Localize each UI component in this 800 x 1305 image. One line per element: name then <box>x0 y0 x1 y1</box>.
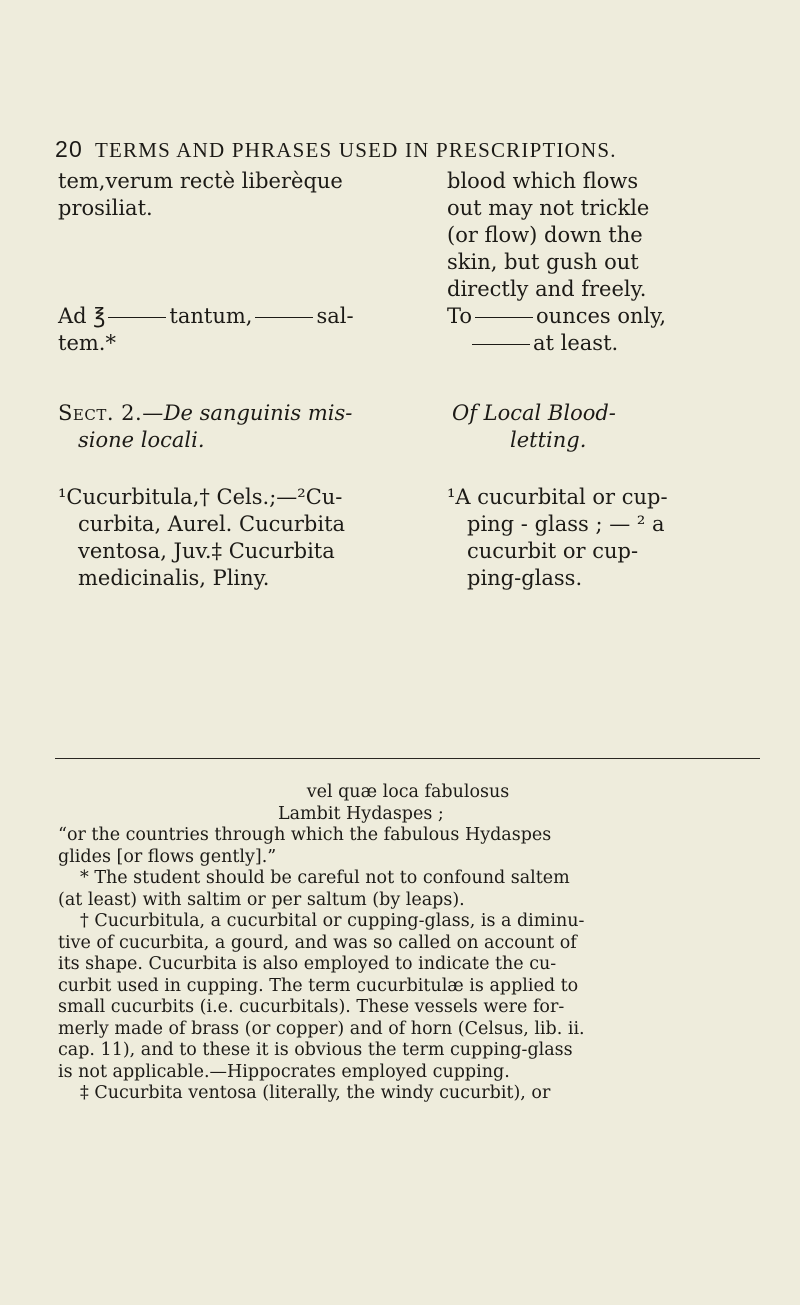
english-column-top <box>447 168 787 303</box>
page-header <box>55 136 755 163</box>
latin-line: tem,verum rectè liberèque <box>58 169 343 193</box>
footnote-divider <box>55 758 760 759</box>
page-number: 20 <box>55 136 83 162</box>
english-line: skin, but gush out <box>447 250 639 274</box>
to-word: To <box>447 304 473 328</box>
footnote-line: cap. 11), and to these it is obvious the term cupping-glass <box>58 1040 573 1060</box>
blank-rule <box>472 344 530 345</box>
english-line: blood which flows <box>447 169 639 193</box>
footnote-line: glides [or flows gently].” <box>58 846 277 867</box>
latin-line: ¹Cucurbitula,† Cels.;—²Cu- <box>58 485 343 509</box>
footnote-line: tive of cucurbita, a gourd, and was so called on account of <box>58 932 577 953</box>
latin-line: curbita, Aurel. Cucurbita <box>78 512 346 536</box>
section-number: Sect. 2.— <box>58 401 164 425</box>
english-line: out may not trickle <box>447 196 650 220</box>
ad-tem: tem.* <box>58 331 116 355</box>
ad-phrase-english <box>447 303 787 357</box>
blank-rule <box>108 317 166 318</box>
footnote-line: small cucurbits (i.e. cucurbitals). These vessels were for- <box>58 997 565 1017</box>
section-heading-latin <box>58 400 418 454</box>
footnote-line: curbit used in cupping. The term cucurbitulæ is applied to <box>58 975 579 996</box>
english-line: cucurbit or cup- <box>467 539 639 563</box>
footnote-line: its shape. Cucurbita is also employed to indicate the cu- <box>58 954 557 974</box>
at-least: at least. <box>533 331 619 355</box>
ad-tantum: tantum, <box>169 304 253 328</box>
ad-ounce: Ad ℥ <box>58 304 106 328</box>
english-line: ping - glass ; — ² a <box>467 512 665 536</box>
footnote-line: is not applicable.—Hippocrates employed cupping. <box>58 1061 510 1082</box>
cucurbit-latin <box>58 484 418 592</box>
verse-line: vel quæ loca fabulosus <box>306 782 510 802</box>
footnotes <box>58 782 758 1105</box>
blank-rule <box>255 317 313 318</box>
footnote-dagger: † Cucurbitula, a cucurbital or cupping-glass, is a diminu- <box>80 911 585 931</box>
section-title-latin-cont: sione locali. <box>78 428 205 452</box>
footnote-star: * The student should be careful not to confound saltem <box>80 868 570 888</box>
footnote-line: (at least) with saltim or per saltum (by leaps). <box>58 889 465 910</box>
section-title-latin: De sanguinis mis- <box>163 401 353 425</box>
latin-line: ventosa, Juv.‡ Cucurbita <box>78 539 335 563</box>
footnote-double-dagger: ‡ Cucurbita ventosa (literally, the windy cucurbit), or <box>80 1083 551 1103</box>
english-line: ¹A cucurbital or cup- <box>447 485 668 509</box>
cucurbit-english <box>447 484 787 592</box>
ounces-only: ounces only, <box>536 304 666 328</box>
blank-rule <box>475 317 533 318</box>
footnote-line: merly made of brass (or copper) and of horn (Celsus, lib. ii. <box>58 1018 585 1039</box>
ad-sal: sal- <box>316 304 354 328</box>
latin-line: medicinalis, Pliny. <box>78 566 270 590</box>
section-title-english-cont: letting. <box>510 428 587 452</box>
ad-phrase-latin <box>58 303 418 357</box>
running-title: TERMS AND PHRASES USED IN PRESCRIPTIONS. <box>94 138 617 162</box>
footnote-line: “or the countries through which the fabulous Hydaspes <box>58 825 552 845</box>
english-line: directly and freely. <box>447 277 647 301</box>
verse-line: Lambit Hydaspes ; <box>278 803 444 824</box>
section-title-english: Of Local Blood- <box>452 401 616 425</box>
latin-column-top <box>58 168 418 222</box>
section-heading-english <box>452 400 792 454</box>
english-line: ping-glass. <box>467 566 583 590</box>
latin-line: prosiliat. <box>58 196 153 220</box>
english-line: (or flow) down the <box>447 223 643 247</box>
